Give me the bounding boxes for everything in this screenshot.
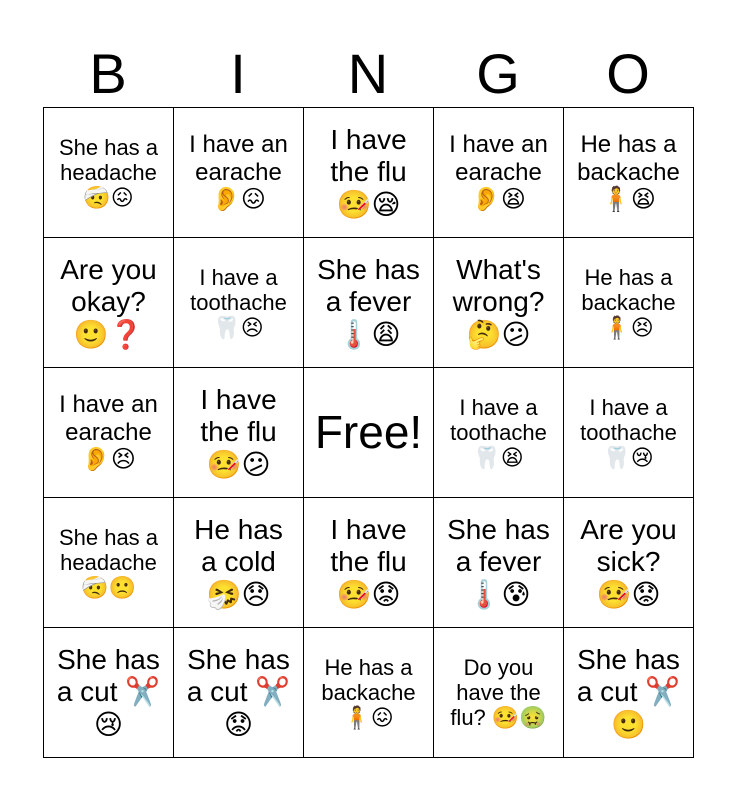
bingo-cell-b5[interactable] (44, 628, 174, 758)
cell-label: I have a toothache 🦷😣 (190, 264, 287, 341)
cell-label: She has a headache 🤕😖 (58, 134, 159, 211)
cell-label: I have an earache 👂😖 (189, 131, 288, 214)
bingo-cell-i3[interactable] (174, 368, 304, 498)
bingo-cell-b4[interactable] (44, 498, 174, 628)
cell-label: He has a backache 🧍😫 (577, 131, 680, 214)
free-space-cell[interactable] (304, 368, 434, 498)
bingo-cell-i1[interactable] (174, 108, 304, 238)
cell-label: She has a headache 🤕🙁 (58, 524, 159, 601)
header-letter-i: I (230, 42, 246, 105)
cell-label: She has a cut ✂️ 😟 (186, 644, 291, 740)
cell-label: He has a backache 🧍😣 (581, 264, 676, 341)
bingo-cell-b3[interactable] (44, 368, 174, 498)
bingo-cell-n2[interactable] (304, 238, 434, 368)
cell-label: Are you okay? 🙂❓ (60, 254, 157, 350)
header-letter-g: G (476, 42, 520, 105)
cell-label: She has a cut ✂️ 😢 (56, 644, 161, 740)
bingo-cell-i5[interactable] (174, 628, 304, 758)
cell-label: Do you have the flu? 🤒🤢 (450, 654, 547, 731)
cell-label: I have the flu 🤒😪 (330, 124, 407, 220)
cell-label: She has a cut ✂️ 🙂 (576, 644, 681, 740)
bingo-cell-b1[interactable] (44, 108, 174, 238)
cell-label: I have a toothache 🦷😢 (580, 394, 677, 471)
header-letter-o: O (606, 42, 650, 105)
bingo-cell-o2[interactable] (564, 238, 694, 368)
bingo-cell-g5[interactable] (434, 628, 564, 758)
bingo-cell-n5[interactable] (304, 628, 434, 758)
bingo-cell-g4[interactable] (434, 498, 564, 628)
cell-label: What's wrong? 🤔😕 (452, 254, 545, 350)
bingo-cell-n4[interactable] (304, 498, 434, 628)
bingo-cell-g2[interactable] (434, 238, 564, 368)
bingo-cell-g1[interactable] (434, 108, 564, 238)
bingo-cell-g3[interactable] (434, 368, 564, 498)
cell-label: He has a backache 🧍😖 (321, 654, 416, 731)
bingo-cell-n1[interactable] (304, 108, 434, 238)
bingo-cell-o4[interactable] (564, 498, 694, 628)
bingo-cell-o3[interactable] (564, 368, 694, 498)
cell-label: He has a cold 🤧😞 (194, 514, 283, 610)
bingo-header (43, 40, 693, 108)
free-space-label: Free! (314, 406, 423, 459)
bingo-cell-o1[interactable] (564, 108, 694, 238)
bingo-cell-i4[interactable] (174, 498, 304, 628)
cell-label: I have a toothache 🦷😫 (450, 394, 547, 471)
cell-label: She has a fever 🌡️😩 (317, 254, 420, 350)
header-letter-b: B (89, 42, 127, 105)
header-letter-n: N (347, 42, 389, 105)
cell-label: I have an earache 👂😣 (59, 391, 158, 474)
cell-label: She has a fever 🌡️😰 (447, 514, 550, 610)
cell-label: I have an earache 👂😫 (449, 131, 548, 214)
bingo-cell-b2[interactable] (44, 238, 174, 368)
cell-label: Are you sick? 🤒😟 (580, 514, 677, 610)
cell-label: I have the flu 🤒😟 (330, 514, 407, 610)
bingo-cell-o5[interactable] (564, 628, 694, 758)
bingo-grid (43, 107, 694, 758)
cell-label: I have the flu 🤒😕 (200, 384, 277, 480)
bingo-cell-i2[interactable] (174, 238, 304, 368)
